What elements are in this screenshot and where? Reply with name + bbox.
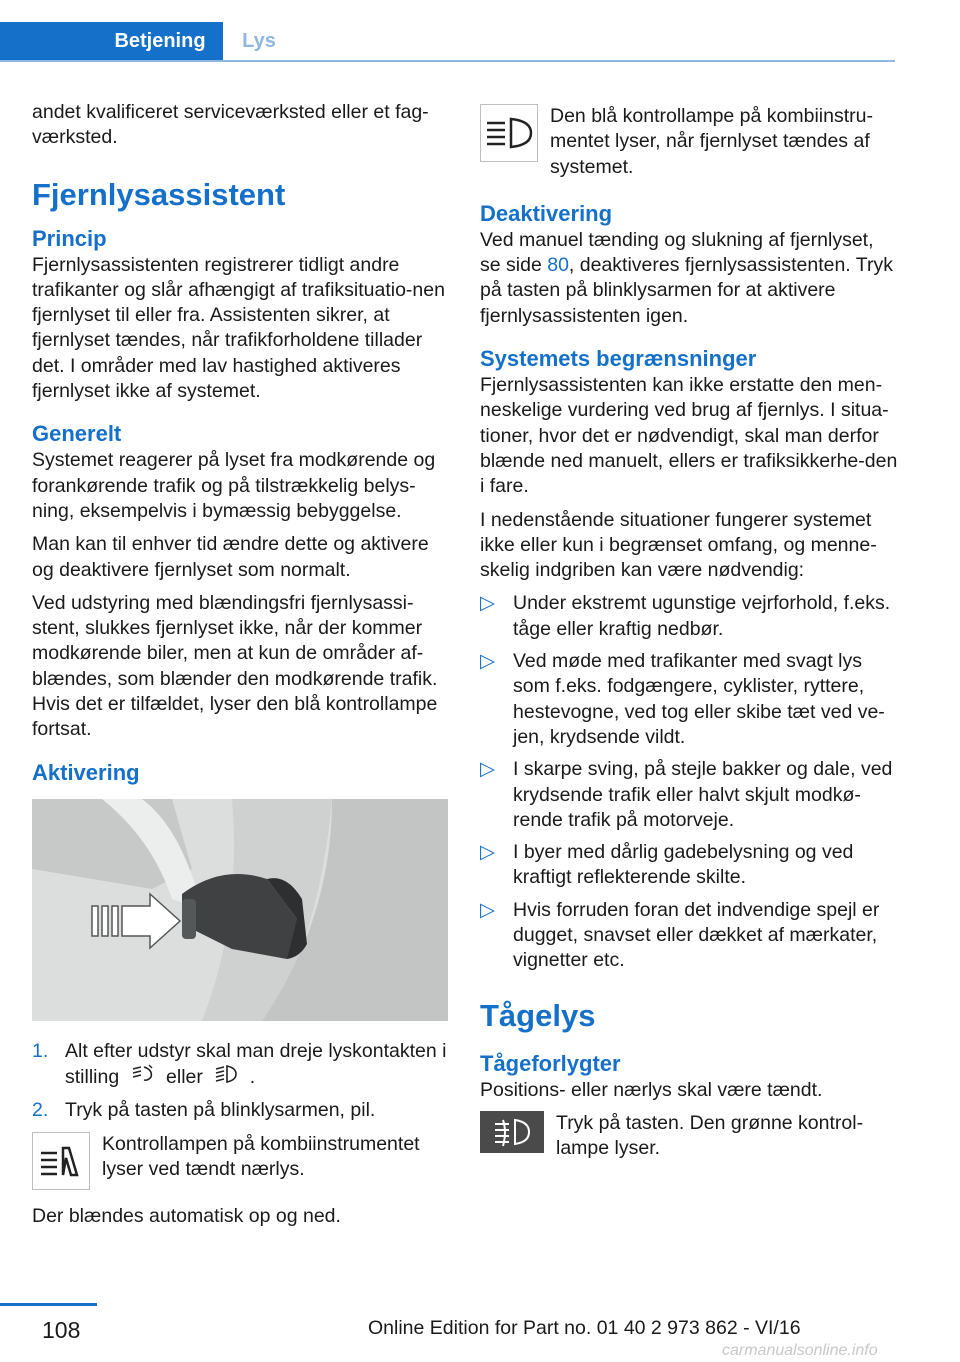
step-number: 2. (32, 1099, 49, 1122)
step-text: Tryk på tasten på blinklysarmen, pil. (65, 1099, 376, 1122)
blue-lamp-row (480, 104, 898, 180)
kontrollampe-row (32, 1132, 450, 1190)
page-link-80[interactable]: 80 (547, 254, 569, 277)
list-item (480, 840, 898, 891)
bullet-marker: ▷ (480, 758, 495, 781)
heading-taagelys: Tågelys (480, 997, 596, 1033)
deaktivering-paragraph (480, 228, 898, 329)
list-item (480, 649, 898, 750)
edition-text: Online Edition for Part no. 01 40 2 973 862 - VI/16 (368, 1317, 801, 1339)
deakt-text-b: , deaktiveres fjernlysassistenten. Tryk på tasten på blinklysarmen for at aktivere fjernlysassistenten igen. (480, 254, 893, 327)
low-beam-icon (214, 1064, 238, 1091)
bullet-text: Ved møde med trafikanter med svagt lys som f.eks. fodgængere, cyklister, ryttere, hestevogne, ved tog eller skibe tæt ved ve-jen, krydsende vildt. (513, 650, 885, 748)
positions-paragraph: Positions- eller nærlys skal være tændt. (480, 1078, 823, 1101)
bullet-marker: ▷ (480, 898, 495, 921)
blue-lamp-text: Den blå kontrollampe på kombiinstru-mentet lyser, når fjernlyset tændes af systemet. (550, 105, 873, 178)
high-beam-icon (480, 104, 538, 162)
begraens-paragraph-1: Fjernlysassistenten kan ikke erstatte den men-neskelige vurdering ved brug af fjernlys. I situa-tioner, hvor det er nødvendigt, skal man derfor blænde ned manuelt, ellers er trafiksikkerhe-den i fare. (480, 374, 898, 498)
stalk-illustration (32, 799, 448, 1021)
heading-fjernlysassistent: Fjernlysassistent (32, 176, 286, 212)
footer-accent-line (0, 1303, 97, 1306)
step-text-b: eller (166, 1065, 203, 1088)
step-number: 1. (32, 1039, 49, 1062)
heading-princip: Princip (32, 225, 107, 251)
bullet-marker: ▷ (480, 841, 495, 864)
tab-lys[interactable]: Lys (242, 29, 276, 52)
list-item (480, 591, 898, 642)
intro-paragraph: andet kvalificeret serviceværksted eller et fag-værksted. (32, 101, 429, 149)
step-text-c: . (249, 1065, 256, 1088)
step-item (32, 1098, 450, 1123)
begraens-paragraph-2: I nedenstående situationer fungerer systemet ikke eller kun i begrænset omfang, og menne-skelig indgriben kan være nødvendig: (480, 508, 877, 582)
watermark: carmanualsonline.info (722, 1342, 878, 1359)
generelt-paragraph-1: Systemet reagerer på lyset fra modkørende og forankørende trafik og på tilstrækkelig belys-ning, eksempelvis i bymæssig bebyggelse. (32, 449, 436, 522)
list-item (480, 898, 898, 974)
turn-signal-stalk-photo (32, 799, 448, 1021)
tab-bar-underline (0, 60, 895, 62)
princip-paragraph: Fjernlysassistenten registrerer tidligt andre trafikanter og slår afhængigt af trafiksituatio-nen fjernlyset til eller fra. Assistenten sikrer, at fjernlyset tændes, når trafikforholdene tillader det. I områder med lav hastighed aktiveres fjernlyset ikke af systemet. (32, 253, 445, 403)
generelt-paragraph-3: Ved udstyring med blændingsfri fjernlysassi-stent, slukkes fjernlyset ikke, når der kommer modkørende biler, men at kun de områder af-blændes, som blænder den modkørende trafik. Hvis det er tilfældet, lyser den blå kontrollampe fortsat. (32, 591, 438, 741)
heading-deaktivering: Deaktivering (480, 200, 613, 226)
deakt-text-a: Ved manuel tænding og slukning af fjernlyset, se side (480, 228, 874, 277)
heading-taageforlygter: Tågeforlygter (480, 1050, 621, 1076)
heading-systemets-begraensninger: Systemets begrænsninger (480, 346, 757, 372)
bullet-marker: ▷ (480, 650, 495, 673)
bullet-text: I skarpe sving, på stejle bakker og dale, ved krydsende trafik eller halvt skjult modkø-rende trafik på motorveje. (513, 758, 893, 831)
left-column (32, 100, 450, 1237)
step-text-a: Alt efter udstyr skal man dreje lyskontakten i stilling (65, 1039, 447, 1088)
bullet-text: I byer med dårlig gadebelysning og ved kraftigt reflekterende skilte. (513, 841, 854, 889)
generelt-paragraph-2: Man kan til enhver tid ændre dette og aktivere og deaktivere fjernlyset som normalt. (32, 533, 429, 581)
chapter-tab-bar (0, 22, 895, 62)
tab-bar-accent (0, 22, 97, 60)
heading-aktivering: Aktivering (32, 759, 140, 785)
page-number: 108 (42, 1317, 81, 1343)
limitations-list (480, 591, 898, 973)
outro-paragraph: Der blændes automatisk op og ned. (32, 1204, 341, 1227)
fog-light-text: Tryk på tasten. Den grønne kontrol-lampe lyser. (556, 1111, 864, 1160)
tab-betjening[interactable]: Betjening (97, 22, 223, 60)
heading-generelt: Generelt (32, 421, 122, 447)
high-beam-assist-icon (32, 1132, 90, 1190)
list-item (480, 757, 898, 833)
fog-light-button-icon (480, 1111, 544, 1153)
bullet-text: Under ekstremt ugunstige vejrforhold, f.eks. tåge eller kraftig nedbør. (513, 592, 891, 640)
bullet-marker: ▷ (480, 592, 495, 615)
bullet-text: Hvis forruden foran det indvendige spejl er dugget, snavset eller dækket af mærkater, vignetter etc. (513, 898, 880, 972)
right-column (480, 100, 898, 1176)
activation-steps (32, 1039, 450, 1124)
fog-light-row (480, 1111, 898, 1162)
step-item (32, 1039, 450, 1092)
kontrollampe-text: Kontrollampen på kombiinstrumentet lyser ved tændt nærlys. (102, 1132, 420, 1180)
auto-light-icon (131, 1064, 155, 1091)
